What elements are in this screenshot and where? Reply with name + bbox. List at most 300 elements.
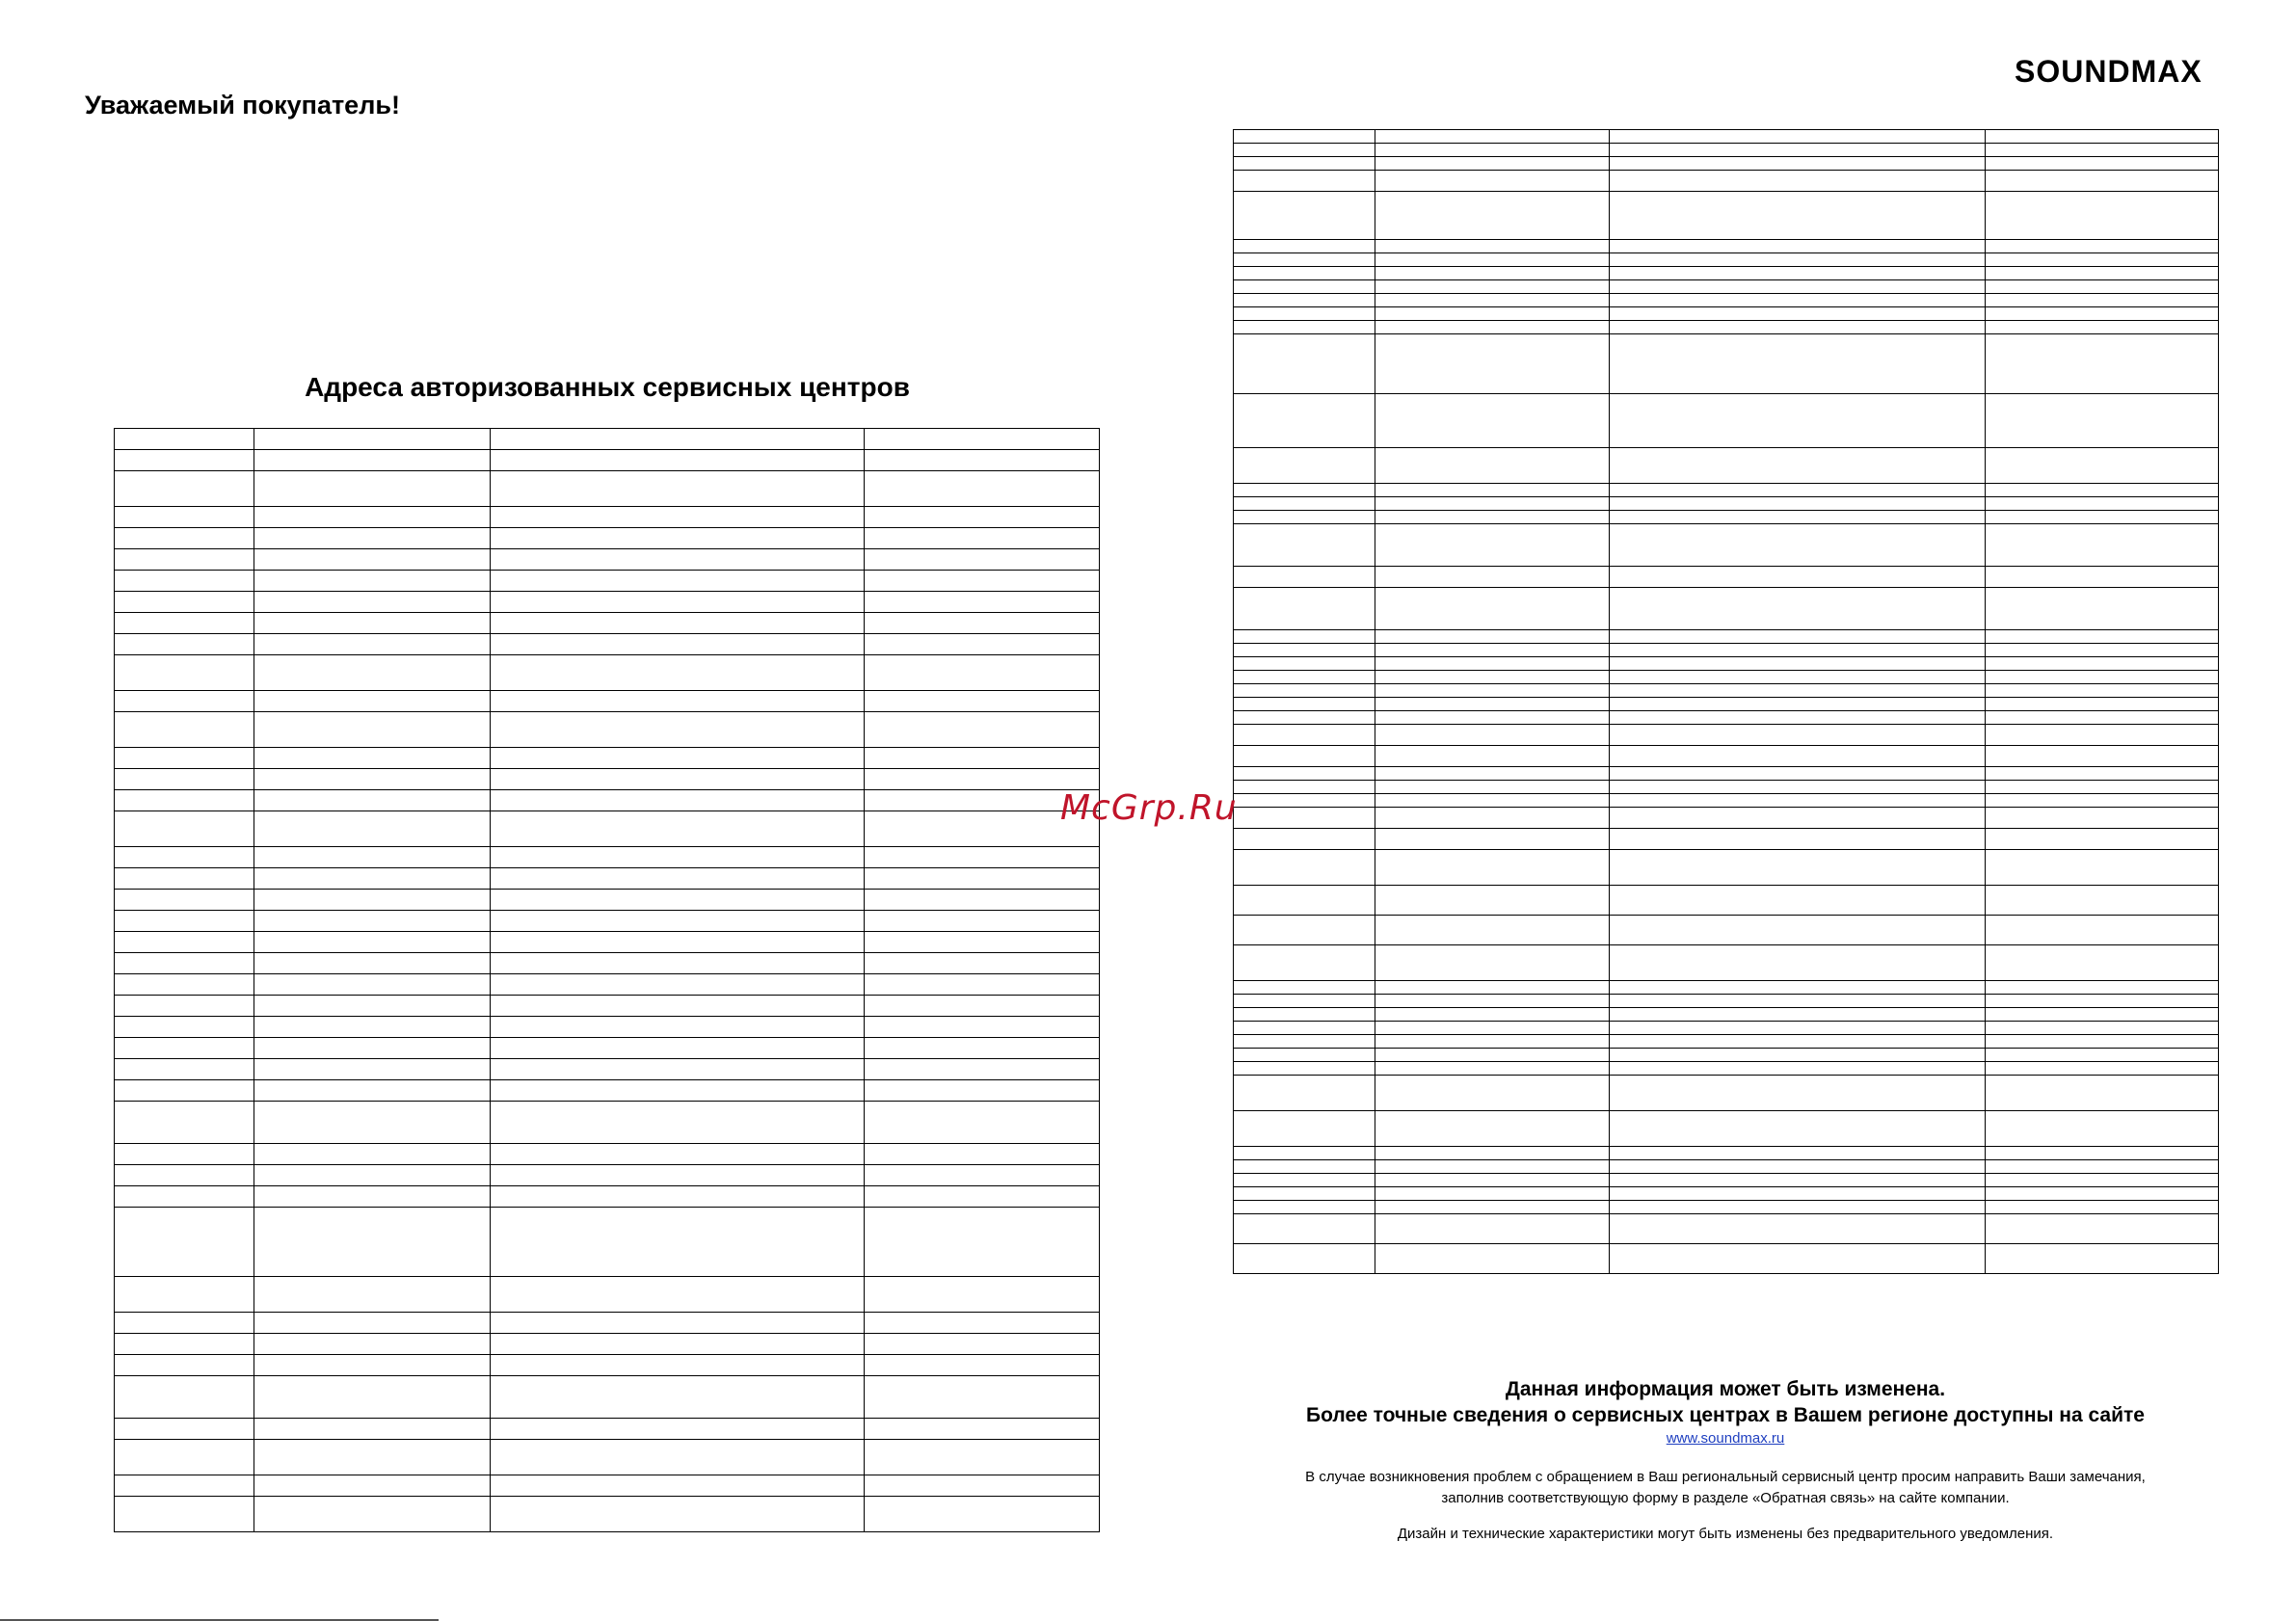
table-cell [254,613,491,634]
table-cell [1234,981,1375,995]
table-cell [491,429,865,450]
table-cell [1986,684,2219,698]
table-cell [865,528,1100,549]
table-cell [865,471,1100,507]
table-cell [865,1017,1100,1038]
table-cell [1234,1147,1375,1160]
table-row [1234,1147,2219,1160]
table-cell [1986,1062,2219,1076]
table-cell [491,712,865,748]
table-cell [491,932,865,953]
table-row [1234,280,2219,294]
table-cell [1610,1022,1986,1035]
table-cell [491,748,865,769]
table-cell [1375,1214,1610,1244]
table-cell [1986,524,2219,567]
service-centers-title: Адреса авторизованных сервисных центров [305,372,910,402]
table-row [115,1165,1100,1186]
table-cell [865,769,1100,790]
table-cell [1610,130,1986,144]
table-row [115,1334,1100,1355]
table-cell [1610,746,1986,767]
table-cell [1375,1187,1610,1201]
table-cell [115,429,254,450]
table-cell [865,613,1100,634]
table-cell [254,1144,491,1165]
table-cell [1375,294,1610,307]
table-cell [1610,307,1986,321]
table-row [115,953,1100,974]
table-cell [1610,644,1986,657]
table-cell [254,932,491,953]
table-cell [1986,945,2219,981]
table-cell [1234,1035,1375,1049]
table-cell [491,1497,865,1532]
table-cell [1610,808,1986,829]
table-cell [1986,850,2219,886]
table-cell [1610,144,1986,157]
table-cell [1375,253,1610,267]
table-cell [1610,280,1986,294]
table-row [1234,981,2219,995]
table-cell [1986,511,2219,524]
table-row [115,1144,1100,1165]
brand-logo: SOUNDMAX [2015,54,2203,89]
table-row [1234,781,2219,794]
table-cell [1610,1147,1986,1160]
website-link[interactable]: www.soundmax.ru [1666,1430,1785,1447]
table-cell [491,996,865,1017]
table-cell [1986,1147,2219,1160]
table-cell [491,1059,865,1080]
table-row [1234,850,2219,886]
table-cell [1610,1049,1986,1062]
table-row [1234,945,2219,981]
table-row [1234,448,2219,484]
table-cell [1375,644,1610,657]
table-cell [1610,157,1986,171]
table-row [1234,567,2219,588]
table-cell [1375,767,1610,781]
table-row [115,592,1100,613]
table-cell [865,868,1100,890]
table-cell [1375,171,1610,192]
table-cell [1986,1214,2219,1244]
table-cell [1234,781,1375,794]
table-cell [1986,1174,2219,1187]
table-cell [1234,725,1375,746]
table-cell [1986,1049,2219,1062]
table-cell [1986,886,2219,916]
table-row [1234,253,2219,267]
table-cell [491,953,865,974]
table-cell [865,1144,1100,1165]
table-cell [1375,567,1610,588]
table-cell [491,1186,865,1208]
table-cell [1986,253,2219,267]
table-cell [254,507,491,528]
table-cell [254,571,491,592]
table-cell [1375,1111,1610,1147]
table-cell [1375,916,1610,945]
table-cell [1610,240,1986,253]
table-cell [1234,746,1375,767]
table-row [115,471,1100,507]
table-cell [1986,916,2219,945]
table-cell [491,1277,865,1313]
table-cell [1610,484,1986,497]
table-cell [1234,394,1375,448]
table-cell [1610,321,1986,334]
table-cell [254,1102,491,1144]
table-row [1234,698,2219,711]
info-may-change-note: Данная информация может быть изменена. [1505,1378,1946,1400]
table-cell [1375,267,1610,280]
table-cell [115,1017,254,1038]
table-row [115,712,1100,748]
table-cell [1234,334,1375,394]
table-cell [1375,484,1610,497]
table-cell [254,1059,491,1080]
table-cell [254,1165,491,1186]
table-row [1234,794,2219,808]
table-cell [1610,1187,1986,1201]
table-cell [1234,144,1375,157]
table-cell [1375,698,1610,711]
table-cell [115,592,254,613]
table-cell [115,1038,254,1059]
table-cell [491,528,865,549]
table-cell [865,1475,1100,1497]
table-row [1234,1076,2219,1111]
table-cell [491,1440,865,1475]
table-cell [1986,280,2219,294]
table-cell [491,592,865,613]
table-cell [115,769,254,790]
table-row [1234,484,2219,497]
table-cell [1375,794,1610,808]
table-cell [1234,886,1375,916]
table-cell [1375,394,1610,448]
table-cell [1375,448,1610,484]
table-cell [1986,794,2219,808]
greeting-heading: Уважаемый покупатель! [85,91,400,120]
table-cell [1610,886,1986,916]
table-cell [491,1475,865,1497]
table-cell [1234,484,1375,497]
table-cell [115,1376,254,1419]
table-cell [1610,1035,1986,1049]
table-cell [1610,850,1986,886]
table-cell [1610,1062,1986,1076]
table-row [115,691,1100,712]
table-cell [254,1376,491,1419]
table-cell [115,712,254,748]
table-cell [1234,916,1375,945]
table-cell [1610,981,1986,995]
table-cell [254,1017,491,1038]
table-cell [1610,794,1986,808]
table-cell [1375,981,1610,995]
table-cell [115,1277,254,1313]
table-cell [865,1165,1100,1186]
table-cell [1375,1174,1610,1187]
table-cell [1375,1022,1610,1035]
table-cell [1610,497,1986,511]
website-info-note: Более точные сведения о сервисных центрах в Вашем регионе доступны на сайте [1306,1404,2145,1426]
table-cell [1234,808,1375,829]
table-cell [1234,698,1375,711]
table-row [1234,1035,2219,1049]
table-cell [1986,497,2219,511]
table-row [1234,1201,2219,1214]
table-cell [1610,945,1986,981]
table-cell [1375,671,1610,684]
table-cell [254,974,491,996]
table-cell [865,571,1100,592]
table-cell [491,811,865,847]
table-cell [1234,684,1375,698]
table-cell [1375,1201,1610,1214]
table-row [115,790,1100,811]
table-row [1234,1174,2219,1187]
table-cell [254,1419,491,1440]
feedback-note-line2: заполнив соответствующую форму в разделе «Обратная связь» на сайте компании. [1441,1490,2010,1506]
table-cell [1234,524,1375,567]
table-cell [254,1208,491,1277]
table-cell [115,1165,254,1186]
table-cell [865,1186,1100,1208]
table-row [1234,240,2219,253]
table-cell [1986,808,2219,829]
table-cell [1610,1008,1986,1022]
table-cell [1986,1022,2219,1035]
table-cell [1610,511,1986,524]
table-row [1234,808,2219,829]
table-cell [1375,995,1610,1008]
table-cell [1234,294,1375,307]
table-cell [1610,567,1986,588]
table-cell [1234,1049,1375,1062]
left-service-centers-table [114,428,1100,1532]
table-cell [1610,630,1986,644]
table-cell [1986,267,2219,280]
table-row [115,1102,1100,1144]
table-row [115,1419,1100,1440]
table-cell [491,1165,865,1186]
table-row [1234,746,2219,767]
table-cell [1375,684,1610,698]
table-cell [1234,1076,1375,1111]
table-cell [865,1419,1100,1440]
table-row [1234,321,2219,334]
table-cell [1986,1008,2219,1022]
table-cell [1986,130,2219,144]
table-cell [1986,1160,2219,1174]
table-cell [1375,130,1610,144]
table-cell [254,811,491,847]
table-row [1234,588,2219,630]
table-cell [1234,644,1375,657]
table-row [1234,829,2219,850]
table-cell [1234,157,1375,171]
table-cell [254,450,491,471]
table-row [1234,192,2219,240]
table-cell [1986,448,2219,484]
table-cell [1234,253,1375,267]
table-cell [1986,307,2219,321]
table-row [115,974,1100,996]
table-row [115,1376,1100,1419]
table-cell [1234,767,1375,781]
table-cell [1986,698,2219,711]
right-service-centers-table [1233,129,2219,1274]
table-cell [1234,995,1375,1008]
table-cell [491,1419,865,1440]
table-cell [254,790,491,811]
table-cell [1610,448,1986,484]
table-cell [1234,711,1375,725]
table-cell [1610,171,1986,192]
table-cell [115,471,254,507]
table-cell [1375,1160,1610,1174]
table-cell [115,996,254,1017]
table-cell [865,847,1100,868]
table-cell [1986,171,2219,192]
table-cell [1234,307,1375,321]
table-cell [1610,1201,1986,1214]
table-cell [491,613,865,634]
table-cell [1986,1187,2219,1201]
table-cell [491,790,865,811]
table-cell [115,1144,254,1165]
table-cell [865,712,1100,748]
table-row [1234,1008,2219,1022]
table-row [1234,157,2219,171]
table-cell [491,1144,865,1165]
table-cell [254,769,491,790]
table-row [1234,1062,2219,1076]
table-cell [1375,144,1610,157]
watermark: McGrp.Ru [1060,788,1238,828]
table-cell [1986,334,2219,394]
table-cell [1610,829,1986,850]
table-cell [1234,1062,1375,1076]
table-cell [1986,711,2219,725]
table-cell [1986,1076,2219,1111]
table-cell [1986,781,2219,794]
table-row [1234,1244,2219,1274]
table-row [115,655,1100,691]
table-row [115,613,1100,634]
table-cell [1610,684,1986,698]
table-row [115,1038,1100,1059]
table-cell [115,1334,254,1355]
table-cell [115,953,254,974]
table-cell [491,507,865,528]
table-cell [1610,725,1986,746]
table-cell [491,1355,865,1376]
table-row [1234,1111,2219,1147]
table-cell [115,528,254,549]
table-cell [1986,240,2219,253]
table-cell [254,1440,491,1475]
table-cell [1234,1022,1375,1035]
table-cell [1234,448,1375,484]
table-cell [1610,698,1986,711]
table-cell [865,1277,1100,1313]
table-cell [491,847,865,868]
table-row [1234,1022,2219,1035]
table-cell [1986,829,2219,850]
table-cell [1375,711,1610,725]
table-cell [1234,1201,1375,1214]
table-row [1234,334,2219,394]
table-row [1234,995,2219,1008]
table-cell [115,1059,254,1080]
table-row [115,429,1100,450]
table-cell [1375,588,1610,630]
table-row [1234,267,2219,280]
table-cell [254,1497,491,1532]
table-cell [254,655,491,691]
table-row [115,1497,1100,1532]
table-cell [115,634,254,655]
table-cell [115,811,254,847]
table-cell [1610,524,1986,567]
table-cell [865,429,1100,450]
table-cell [115,691,254,712]
table-row [1234,524,2219,567]
table-row [115,890,1100,911]
table-cell [115,748,254,769]
table-row [1234,644,2219,657]
table-cell [115,549,254,571]
table-cell [254,712,491,748]
table-row [115,1355,1100,1376]
table-cell [1610,253,1986,267]
table-cell [491,1334,865,1355]
table-cell [115,1102,254,1144]
table-cell [1375,1049,1610,1062]
table-cell [115,1355,254,1376]
table-cell [115,1080,254,1102]
table-cell [1234,671,1375,684]
table-cell [865,1440,1100,1475]
table-cell [115,1208,254,1277]
table-row [115,1313,1100,1334]
table-cell [1375,1062,1610,1076]
table-cell [865,592,1100,613]
table-cell [1610,1174,1986,1187]
table-cell [1375,192,1610,240]
table-cell [1986,657,2219,671]
table-cell [254,1313,491,1334]
table-cell [491,571,865,592]
table-cell [491,1017,865,1038]
table-cell [1234,588,1375,630]
table-cell [115,571,254,592]
table-cell [1610,1244,1986,1274]
table-cell [1234,850,1375,886]
table-cell [254,953,491,974]
table-row [115,932,1100,953]
feedback-note-line1: В случае возникновения проблем с обращением в Ваш региональный сервисный центр просим направить Ваши замечания, [1305,1469,2146,1485]
table-cell [1375,657,1610,671]
table-cell [1375,321,1610,334]
table-row [115,507,1100,528]
table-cell [1610,1076,1986,1111]
